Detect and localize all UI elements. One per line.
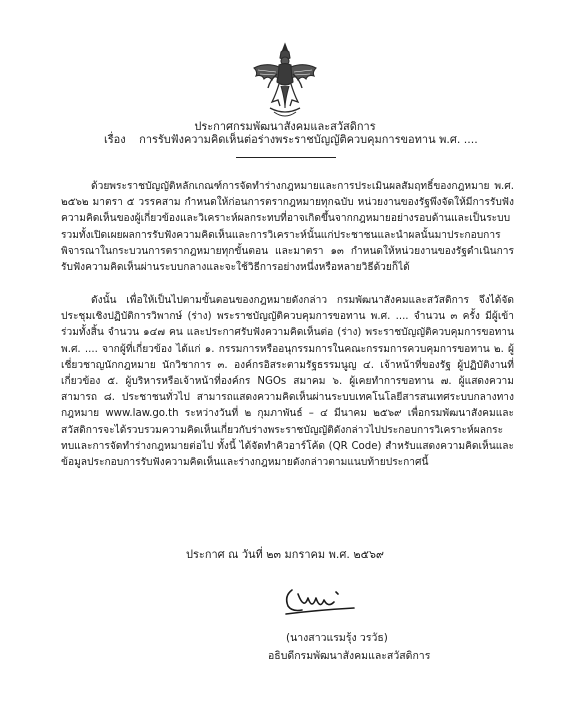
garuda-emblem-icon [248, 42, 322, 122]
paragraph-1 [61, 179, 514, 276]
signer-title: อธิบดีกรมพัฒนาสังคมและสวัสดิการ [268, 650, 431, 662]
subject-label: เรื่อง [104, 133, 126, 146]
subject-text: การรับฟังความคิดเห็นต่อร่างพระราชบัญญัติควบคุมการขอทาน พ.ศ. .... [139, 133, 478, 146]
subject-line [104, 133, 478, 147]
announcement-date: ประกาศ ณ วันที่ ๒๓ มกราคม พ.ศ. ๒๕๖๙ [186, 548, 384, 561]
paragraph-2 [61, 293, 514, 471]
issuer-title: ประกาศกรมพัฒนาสังคมและสวัสดิการ [194, 120, 376, 133]
paragraph-2-text: ดังนั้น เพื่อให้เป็นไปตามขั้นตอนของกฎหมายดังกล่าว กรมพัฒนาสังคมและสวัสดิการ จึงได้จัดประชุมเชิงปฏิบัติการวิพากษ์ (ร่าง) พระราชบัญญัติควบคุมการขอทาน พ.ศ. .... จำนวน ๓ ครั้ง มีผู้เข้าร่วมทั้งสิ้น จำนวน ๑๔๗ คน และประกาศรับฟังความคิดเห็นต่อ (ร่าง) พระราชบัญญัติควบคุมการขอทาน พ.ศ. .... จากผู้ที่เกี่ยวข้อง ได้แก่ ๑. กรรมการหรืออนุกรรมการในคณะกรรมการควบคุมการขอทาน ๒. ผู้เชี่ยวชาญนักกฎหมาย นักวิชาการ ๓. องค์กรอิสระตามรัฐธรรมนูญ ๔. เจ้าหน้าที่ของรัฐ ผู้ปฏิบัติงานที่เกี่ยวข้อง ๕. ผู้บริหารหรือเจ้าหน้าที่องค์กร NGOs สมาคม ๖. ผู้เคยทำการขอทาน ๗. ผู้แสดงความสามารถ ๘. ประชาชนทั่วไป สามารถแสดงความคิดเห็นผ่านระบบเทคโนโลยีสารสนเทศระบบกลางทางกฎหมาย www.law.go.th ระหว่างวันที่ ๒ กุมภาพันธ์ – ๔ มีนาคม ๒๕๖๙ เพื่อกรมพัฒนาสังคมและสวัสดิการจะได้รวบรวมความคิดเห็นเกี่ยวกับร่างพระราชบัญญัติดังกล่าวไปประกอบการวิเคราะห์ผลกระทบและการจัดทำร่างกฎหมายต่อไป ทั้งนี้ ได้จัดทำคิวอาร์โค้ด (QR Code) สำหรับแสดงความคิดเห็นและข้อมูลประกอบการรับฟังความคิดเห็นและร่างกฎหมายดังกล่าวตามแนบท้ายประกาศนี้ [61, 295, 514, 469]
paragraph-1-text: ด้วยพระราชบัญญัติหลักเกณฑ์การจัดทำร่างกฎหมายและการประเมินผลสัมฤทธิ์ของกฎหมาย พ.ศ. ๒๕๖๒ มาตรา ๕ วรรคสาม กำหนดให้ก่อนการตรากฎหมายทุกฉบับ หน่วยงานของรัฐพึงจัดให้มีการรับฟังความคิดเห็นของผู้เกี่ยวข้องและวิเคราะห์ผลกระทบที่อาจเกิดขึ้นจากกฎหมายอย่างรอบด้านและเป็นระบบ รวมทั้งเปิดเผยผลการรับฟังความคิดเห็นและการวิเคราะห์นั้นแก่ประชาชนและนำผลนั้นมาประกอบการพิจารณาในกระบวนการตรากฎหมายทุกขั้นตอน และมาตรา ๑๓ กำหนดให้หน่วยงานของรัฐดำเนินการรับฟังความคิดเห็นผ่านระบบกลางและจะใช้วิธีการอย่างหนึ่งหรือหลายวิธีด้วยก็ได้ [61, 181, 514, 274]
header-divider [236, 157, 336, 158]
signer-name: (นางสาวแรมรุ้ง วรวัธ) [286, 632, 388, 644]
signature-icon [278, 580, 364, 620]
